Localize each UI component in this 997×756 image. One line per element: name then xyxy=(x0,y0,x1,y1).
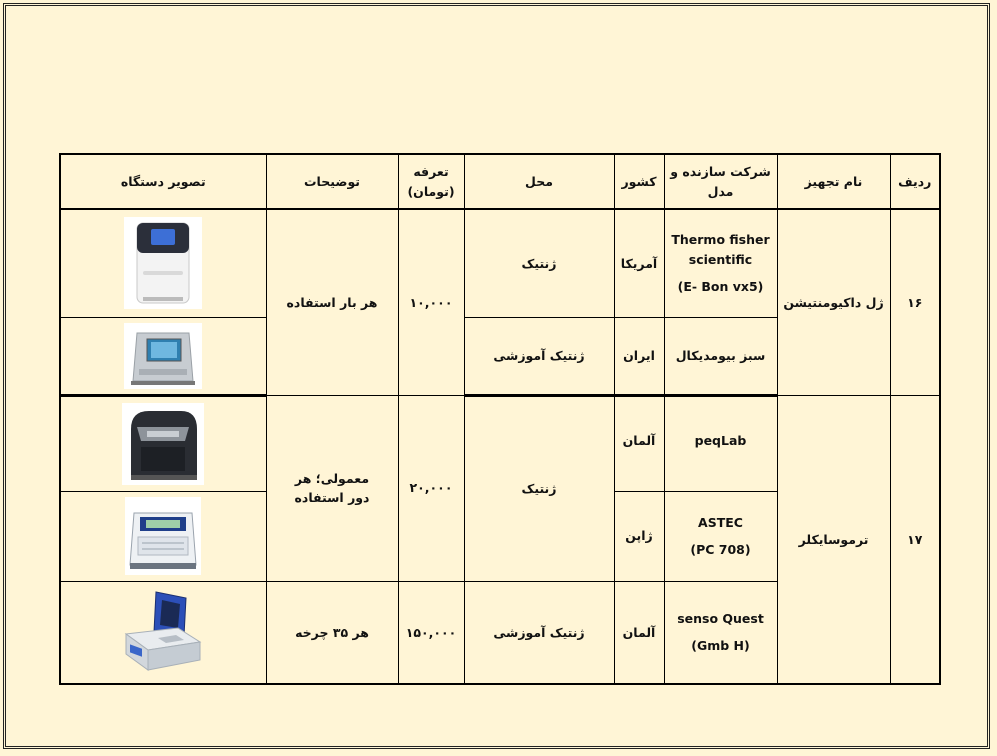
tariff-cell: ۱۵۰,۰۰۰ xyxy=(398,581,464,684)
manufacturer-line1: peqLab xyxy=(694,432,747,448)
manufacturer-line1: ASTEC xyxy=(698,514,743,530)
header-tariff-line2: (تومان) xyxy=(407,183,455,199)
country-cell: ژاپن xyxy=(614,491,664,581)
manufacturer-cell xyxy=(664,209,777,317)
thermocycler-white-icon xyxy=(125,497,201,575)
description-cell: معمولی؛ هر دور استفاده xyxy=(266,395,398,581)
manufacturer-line2: (PC 708) xyxy=(690,542,751,557)
header-device-image: تصویر دستگاه xyxy=(60,154,266,209)
manufacturer-line1: Thermo fisher scientific xyxy=(671,232,770,267)
header-tariff xyxy=(398,154,464,209)
header-manufacturer-model: شرکت سازنده و مدل xyxy=(664,154,777,209)
tariff-cell: ۱۰,۰۰۰ xyxy=(398,209,464,395)
thermocycler-dark-icon xyxy=(122,403,204,485)
location-cell: ژنتیک آموزشی xyxy=(464,317,614,395)
equipment-tariff-table xyxy=(59,153,941,685)
row-no-cell: ۱۷ xyxy=(890,395,940,684)
equipment-name-cell: ترموسایکلر xyxy=(777,395,890,684)
manufacturer-cell xyxy=(664,317,777,395)
thermocycler-blue-lid-icon xyxy=(117,587,209,677)
manufacturer-cell xyxy=(664,581,777,684)
manufacturer-line2: (Gmb H) xyxy=(691,638,750,654)
location-cell: ژنتیک آموزشی xyxy=(464,581,614,684)
description-cell: هر ۳۵ چرخه xyxy=(266,581,398,684)
device-image-cell xyxy=(60,491,266,581)
device-image-cell xyxy=(60,209,266,317)
gel-doc-white-icon xyxy=(124,217,202,309)
country-cell: آمریکا xyxy=(614,209,664,317)
location-cell: ژنتیک xyxy=(464,395,614,581)
location-cell: ژنتیک xyxy=(464,209,614,317)
tariff-cell: ۲۰,۰۰۰ xyxy=(398,395,464,581)
header-location: محل xyxy=(464,154,614,209)
header-country: کشور xyxy=(614,154,664,209)
description-cell: هر بار استفاده xyxy=(266,209,398,395)
device-image-cell xyxy=(60,317,266,395)
manufacturer-cell xyxy=(664,395,777,491)
header-row-no: ردیف xyxy=(890,154,940,209)
header-row xyxy=(60,154,940,209)
manufacturer-line2: (E- Bon vx5) xyxy=(677,278,764,294)
table-row xyxy=(60,395,940,491)
manufacturer-line1: سبز بیومدیکال xyxy=(675,347,766,363)
country-cell: ایران xyxy=(614,317,664,395)
gel-doc-grey-icon xyxy=(124,323,202,389)
device-image-cell xyxy=(60,581,266,684)
country-cell: آلمان xyxy=(614,395,664,491)
row-no-cell: ۱۶ xyxy=(890,209,940,395)
manufacturer-cell xyxy=(664,491,777,581)
header-tariff-line1: تعرفه xyxy=(413,164,449,180)
country-cell: آلمان xyxy=(614,581,664,684)
device-image-cell xyxy=(60,395,266,491)
equipment-name-cell: ژل داکیومنتیشن xyxy=(777,209,890,395)
table-row xyxy=(60,209,940,317)
header-equipment-name: نام تجهیز xyxy=(777,154,890,209)
header-description: توضیحات xyxy=(266,154,398,209)
manufacturer-line1: senso Quest xyxy=(677,610,764,626)
